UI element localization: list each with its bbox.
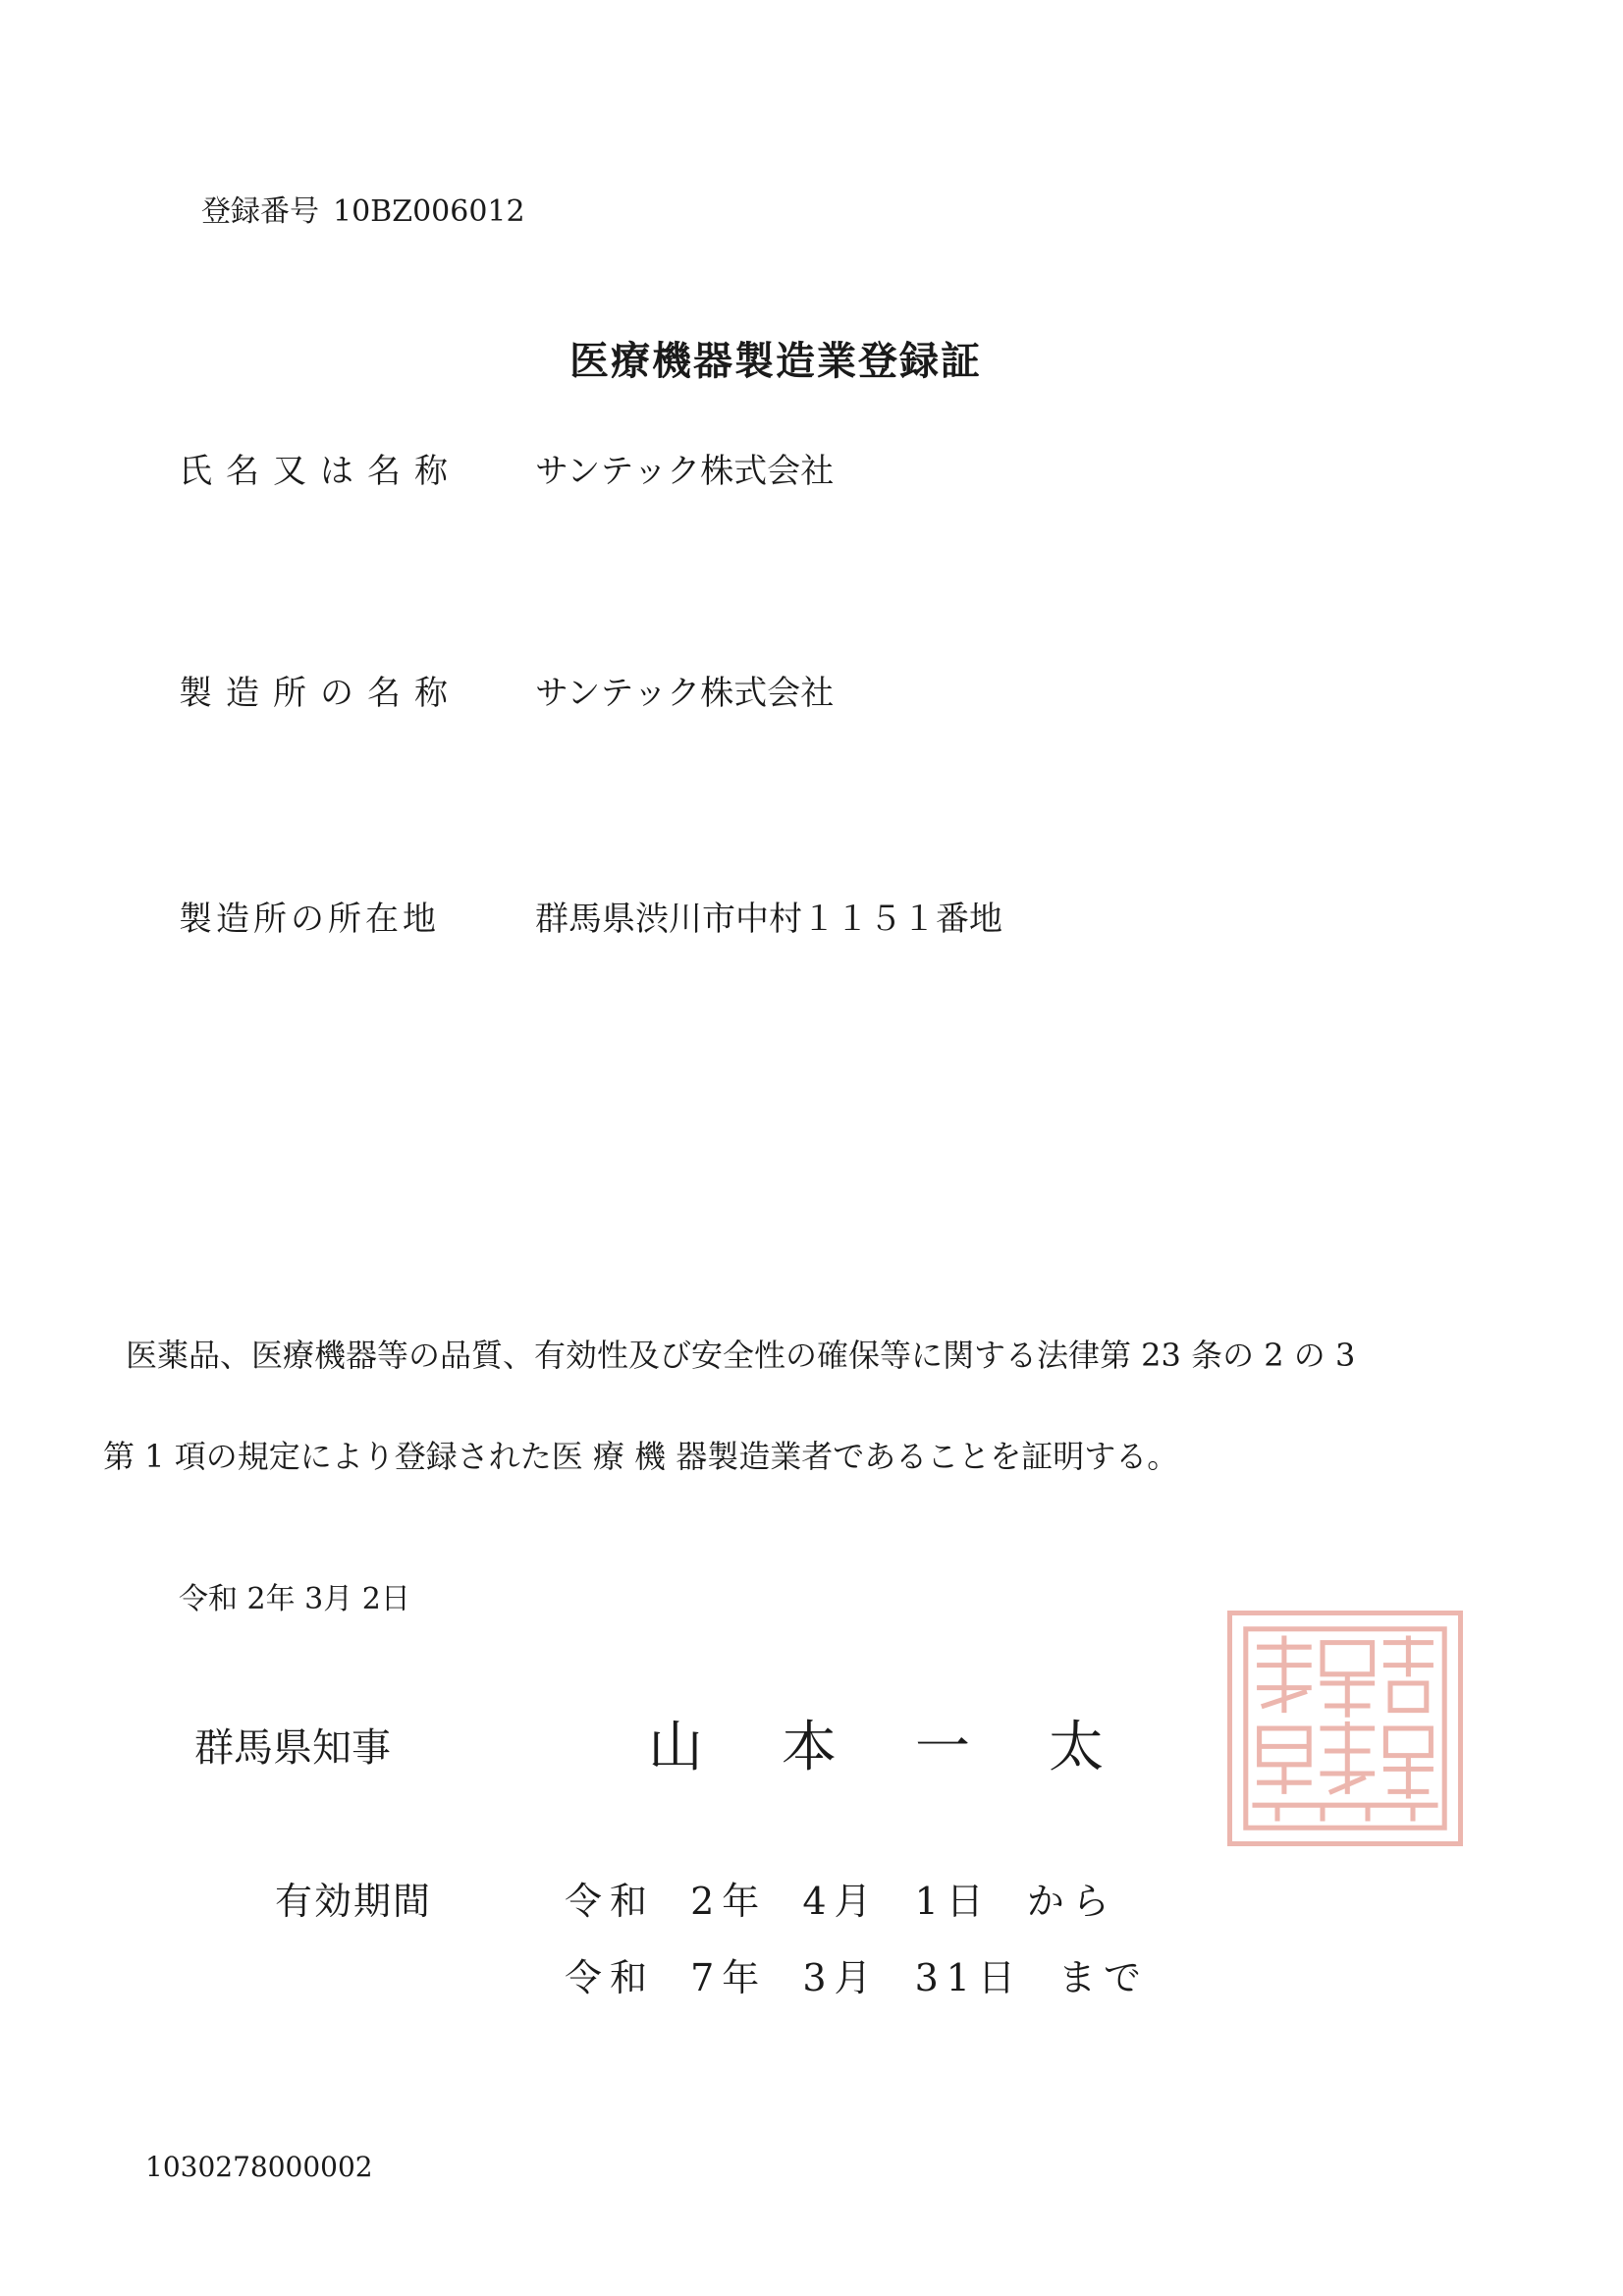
governor-title: 群馬県知事: [194, 1725, 391, 1771]
certification-text-line-1: 医薬品、医療機器等の品質、有効性及び安全性の確保等に関する法律第 23 条の 2 の 3: [126, 1337, 1356, 1374]
registration-number-value: 10BZ006012: [333, 194, 525, 229]
governor-name: 山本一太: [648, 1716, 1182, 1779]
seal-pattern-icon: [1232, 1615, 1458, 1841]
field-label-name: 氏名又は名称: [179, 452, 461, 491]
field-value-name: サンテック株式会社: [535, 452, 835, 491]
issue-date: 令和 2年 3月 2日: [179, 1582, 410, 1616]
field-value-facility-address: 群馬県渋川市中村１１５１番地: [535, 900, 1002, 939]
document-title: 医療機器製造業登録証: [569, 338, 982, 384]
validity-period-to: 令和 7年 3月 31日 まで: [565, 1956, 1150, 1999]
official-seal-stamp: [1227, 1611, 1463, 1846]
field-label-facility-name: 製造所の名称: [179, 674, 461, 713]
registration-number-line: [201, 187, 525, 230]
field-label-facility-address: 製造所の所在地: [179, 900, 440, 939]
document-serial-number: 1030278000002: [145, 2151, 373, 2183]
certification-text-line-2: 第 1 項の規定により登録された医 療 機 器製造業者であることを証明する。: [103, 1438, 1179, 1475]
field-value-facility-name: サンテック株式会社: [535, 674, 835, 713]
registration-number-label: 登録番号: [201, 194, 319, 229]
validity-period-from: 令和 2年 4月 1日 から: [565, 1880, 1117, 1923]
validity-period-label: 有効期間: [275, 1880, 433, 1923]
